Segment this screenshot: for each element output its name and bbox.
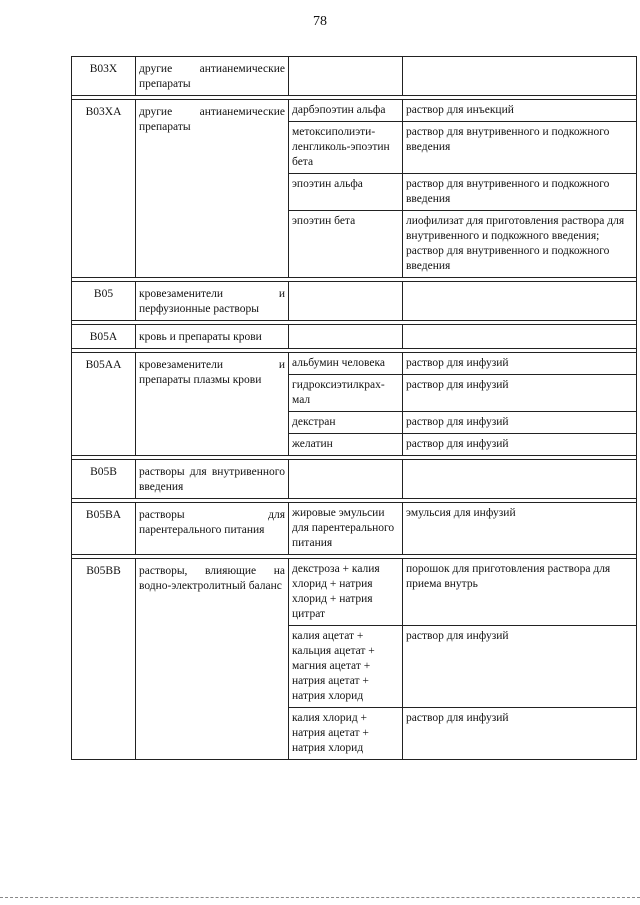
dosage-form-cell: эмульсия для инфузий <box>403 503 637 555</box>
dosage-form-cell: раствор для инфузий <box>403 708 637 760</box>
table-row <box>72 353 637 375</box>
dosage-form-cell: раствор для инфузий <box>403 434 637 456</box>
drug-name-cell: эпоэтин бета <box>289 211 403 278</box>
drug-name-cell: дарбэпоэтин альфа <box>289 100 403 122</box>
group-name-cell: растворы, влияющие на водно-электролитный баланс <box>136 559 289 760</box>
table-row <box>72 57 637 96</box>
atc-code-cell: B05B <box>72 460 136 499</box>
dosage-form-cell: лиофилизат для приготовления раствора для внутривенного и подкожного введения; раствор для внутривенного и подкожного введения <box>403 211 637 278</box>
drug-name-cell <box>289 282 403 321</box>
table-row <box>72 503 637 555</box>
dosage-form-cell: раствор для внутривенного и подкожного введения <box>403 122 637 174</box>
table-row <box>72 282 637 321</box>
drug-name-cell: метоксиполиэти-ленгликоль-эпоэтин бета <box>289 122 403 174</box>
drug-name-cell: декстроза + калия хлорид + натрия хлорид + натрия цитрат <box>289 559 403 626</box>
page-number: 78 <box>313 14 327 29</box>
dosage-form-cell <box>403 460 637 499</box>
atc-code-cell: B05BA <box>72 503 136 555</box>
drug-name-cell <box>289 57 403 96</box>
atc-code-cell: B05AA <box>72 353 136 456</box>
group-name-cell: другие антианемические препараты <box>136 57 289 96</box>
drug-name-cell: гидроксиэтилкрах-мал <box>289 375 403 412</box>
dosage-form-cell: раствор для инфузий <box>403 375 637 412</box>
table-row <box>72 460 637 499</box>
drug-name-cell: эпоэтин альфа <box>289 174 403 211</box>
table-row <box>72 325 637 349</box>
dosage-form-cell: раствор для внутривенного и подкожного введения <box>403 174 637 211</box>
drug-name-cell: калия хлорид + натрия ацетат + натрия хлорид <box>289 708 403 760</box>
drug-name-cell <box>289 325 403 349</box>
dosage-form-cell: раствор для инфузий <box>403 412 637 434</box>
group-name-cell: растворы для парентерального питания <box>136 503 289 555</box>
drug-name-cell <box>289 460 403 499</box>
atc-code-cell: B03XA <box>72 100 136 278</box>
table-row <box>72 100 637 122</box>
page-bottom-edge <box>0 897 640 898</box>
dosage-form-cell <box>403 325 637 349</box>
dosage-form-cell: порошок для приготовления раствора для приема внутрь <box>403 559 637 626</box>
drug-name-cell: альбумин человека <box>289 353 403 375</box>
table-body <box>72 57 637 760</box>
drug-name-cell: желатин <box>289 434 403 456</box>
dosage-form-cell: раствор для инфузий <box>403 626 637 708</box>
dosage-form-cell: раствор для инфузий <box>403 353 637 375</box>
dosage-form-cell <box>403 282 637 321</box>
group-name-cell: другие антианемические препараты <box>136 100 289 278</box>
atc-code-cell: B05A <box>72 325 136 349</box>
group-name-cell: растворы для внутривенного введения <box>136 460 289 499</box>
table-row <box>72 559 637 626</box>
dosage-form-cell: раствор для инъекций <box>403 100 637 122</box>
atc-code-cell: B03X <box>72 57 136 96</box>
drug-classification-table <box>71 56 637 760</box>
drug-name-cell: декстран <box>289 412 403 434</box>
dosage-form-cell <box>403 57 637 96</box>
group-name-cell: кровезаменители и перфузионные растворы <box>136 282 289 321</box>
drug-name-cell: жировые эмульсии для парентерального питания <box>289 503 403 555</box>
group-name-cell: кровезаменители и препараты плазмы крови <box>136 353 289 456</box>
atc-code-cell: B05BB <box>72 559 136 760</box>
atc-code-cell: B05 <box>72 282 136 321</box>
group-name-cell: кровь и препараты крови <box>136 325 289 349</box>
drug-name-cell: калия ацетат + кальция ацетат + магния ацетат + натрия ацетат + натрия хлорид <box>289 626 403 708</box>
